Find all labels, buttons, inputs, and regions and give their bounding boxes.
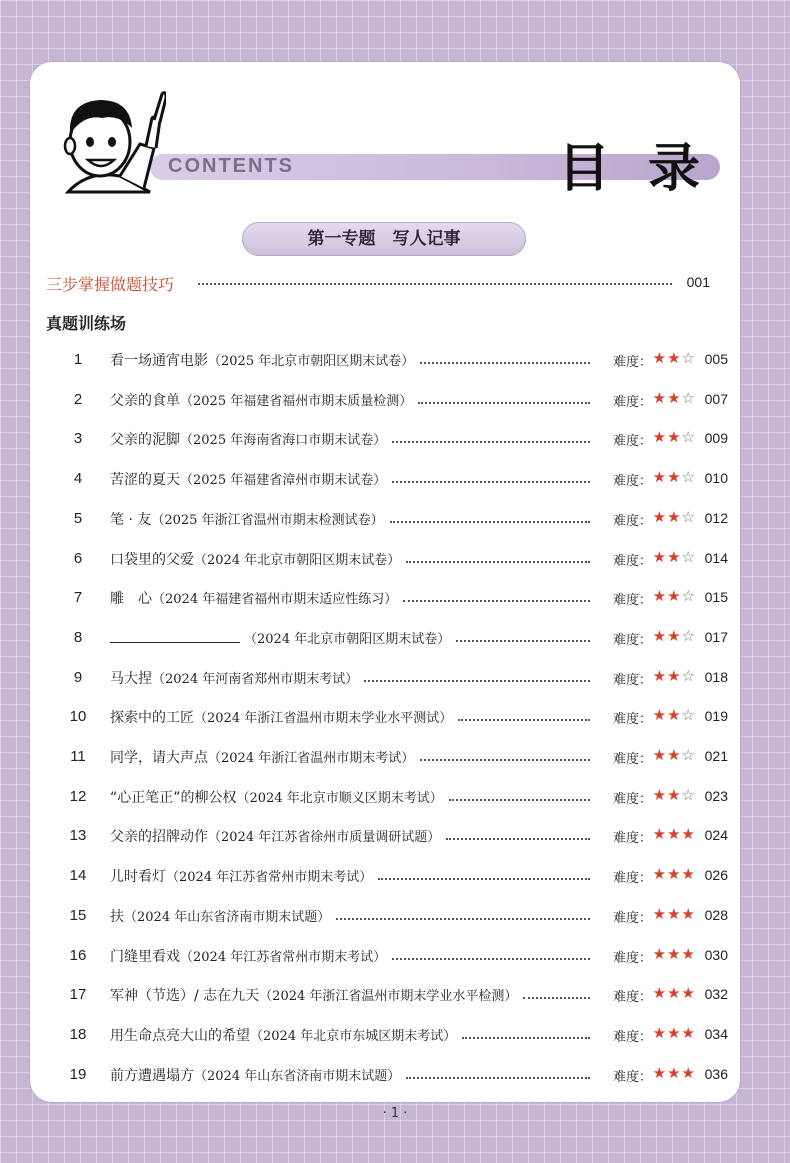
entry-title bbox=[110, 1025, 456, 1045]
skills-row[interactable] bbox=[30, 268, 740, 298]
star-filled-icon: ★ bbox=[667, 825, 682, 844]
toc-entry[interactable] bbox=[30, 742, 740, 772]
page-title: 目录 bbox=[558, 139, 739, 199]
entry-title bbox=[110, 826, 440, 846]
star-filled-icon: ★ bbox=[652, 666, 668, 685]
difficulty-label: 难度： bbox=[612, 355, 652, 370]
entry-title bbox=[110, 429, 386, 449]
difficulty-stars bbox=[653, 508, 696, 526]
star-filled-icon: ★ bbox=[667, 865, 682, 884]
entry-number: 17 bbox=[69, 986, 87, 1004]
entry-source: （2024 年浙江省温州市期末学业水平测试） bbox=[194, 711, 453, 727]
star-filled-icon: ★ bbox=[652, 1023, 668, 1042]
leader-dots bbox=[364, 680, 590, 682]
star-filled-icon: ★ bbox=[667, 507, 682, 526]
entry-number: 11 bbox=[70, 748, 86, 765]
difficulty-stars bbox=[653, 746, 696, 764]
entry-page: 007 bbox=[704, 390, 728, 407]
star-empty-icon: ☆ bbox=[681, 507, 696, 526]
difficulty-stars bbox=[653, 349, 696, 367]
page-number: · 1 · bbox=[382, 1106, 408, 1121]
difficulty-stars bbox=[653, 389, 696, 407]
difficulty-label: 难度： bbox=[612, 831, 652, 847]
star-filled-icon: ★ bbox=[667, 984, 682, 1003]
difficulty-label: 难度： bbox=[612, 910, 652, 926]
difficulty-label: 难度： bbox=[612, 513, 652, 529]
entry-title bbox=[110, 787, 443, 807]
toc-entry[interactable] bbox=[30, 504, 740, 534]
entry-title bbox=[110, 1065, 400, 1085]
leader-dots bbox=[446, 838, 590, 840]
toc-entry[interactable] bbox=[30, 901, 740, 931]
difficulty-label: 难度： bbox=[612, 474, 652, 490]
entry-title bbox=[110, 588, 397, 608]
difficulty-stars bbox=[653, 468, 696, 486]
toc-entry[interactable] bbox=[30, 861, 740, 891]
entry-title-text: 马大捏 bbox=[110, 670, 152, 687]
difficulty-label: 难度： bbox=[612, 672, 652, 688]
star-filled-icon: ★ bbox=[652, 587, 668, 606]
star-filled-icon: ★ bbox=[681, 984, 696, 1003]
difficulty-stars bbox=[653, 627, 696, 645]
entry-source: （2024 年江苏省常州市期末考试） bbox=[180, 949, 387, 965]
entry-title-text: 扶 bbox=[110, 908, 124, 925]
entry-number: 16 bbox=[69, 946, 87, 964]
entry-source: （2024 年福建省福州市期末适应性练习） bbox=[152, 592, 398, 608]
difficulty-stars bbox=[653, 905, 696, 923]
difficulty-stars bbox=[653, 706, 696, 724]
entry-source: （2024 年北京市东城区期末考试） bbox=[250, 1028, 457, 1044]
entry-title-text: 雕 心 bbox=[110, 591, 152, 608]
difficulty-label: 难度： bbox=[612, 871, 652, 887]
star-filled-icon: ★ bbox=[667, 388, 682, 407]
entry-page: 012 bbox=[704, 509, 728, 526]
star-filled-icon: ★ bbox=[681, 1063, 696, 1082]
star-empty-icon: ☆ bbox=[681, 388, 696, 407]
toc-entry[interactable] bbox=[30, 941, 740, 971]
toc-entry[interactable] bbox=[30, 821, 740, 851]
leader-dots bbox=[392, 481, 590, 483]
star-empty-icon: ☆ bbox=[681, 428, 696, 447]
star-filled-icon: ★ bbox=[667, 468, 682, 487]
toc-entry[interactable] bbox=[30, 702, 740, 732]
star-empty-icon: ☆ bbox=[681, 706, 696, 725]
star-filled-icon: ★ bbox=[667, 1023, 682, 1042]
star-empty-icon: ☆ bbox=[681, 468, 696, 487]
difficulty-stars bbox=[653, 786, 696, 804]
entry-page: 018 bbox=[704, 668, 728, 685]
difficulty-stars bbox=[653, 945, 696, 963]
entry-title-text: 前方遭遇塌方 bbox=[110, 1067, 194, 1084]
entry-number: 6 bbox=[73, 549, 83, 567]
difficulty-stars bbox=[653, 548, 696, 566]
blank-title-line bbox=[110, 628, 240, 643]
toc-entry[interactable] bbox=[30, 385, 740, 415]
entry-title bbox=[110, 390, 412, 410]
star-filled-icon: ★ bbox=[652, 428, 668, 447]
entry-number: 12 bbox=[69, 787, 87, 805]
entry-page: 036 bbox=[704, 1065, 728, 1082]
entry-title bbox=[110, 628, 450, 647]
entry-source: （2025 年海南省海口市期末试卷） bbox=[180, 433, 387, 449]
star-filled-icon: ★ bbox=[652, 706, 668, 725]
difficulty-stars bbox=[653, 587, 696, 605]
entry-title-text: 看一场通宵电影 bbox=[110, 353, 208, 369]
entry-number: 10 bbox=[69, 708, 87, 726]
header bbox=[30, 62, 740, 202]
star-filled-icon: ★ bbox=[681, 904, 696, 923]
star-filled-icon: ★ bbox=[667, 626, 682, 645]
toc-entry[interactable] bbox=[30, 980, 740, 1010]
entry-source: （2025 年福建省福州市期末质量检测） bbox=[180, 393, 413, 409]
difficulty-stars bbox=[653, 1064, 696, 1082]
difficulty-label: 难度： bbox=[612, 1029, 652, 1045]
star-filled-icon: ★ bbox=[667, 587, 682, 606]
entry-title-text: 同学，请大声点 bbox=[110, 750, 208, 766]
training-heading: 真题训练场 bbox=[46, 314, 127, 333]
entry-number: 18 bbox=[69, 1025, 87, 1043]
star-filled-icon: ★ bbox=[652, 626, 668, 645]
toc-entry[interactable] bbox=[30, 623, 740, 653]
entry-page: 034 bbox=[704, 1025, 728, 1042]
entry-title bbox=[110, 985, 517, 1005]
entry-title-text: “心正笔正”的柳公权 bbox=[110, 789, 237, 806]
contents-label: CONTENTS bbox=[168, 155, 294, 177]
entry-title-text: 儿时看灯 bbox=[110, 869, 166, 886]
star-filled-icon: ★ bbox=[667, 1063, 682, 1082]
difficulty-label: 难度： bbox=[612, 712, 652, 728]
entry-source: （2024 年山东省济南市期末试题） bbox=[194, 1068, 401, 1084]
entry-number: 5 bbox=[73, 509, 83, 527]
entry-title-text: 用生命点亮大山的希望 bbox=[110, 1027, 250, 1044]
entry-title bbox=[110, 469, 386, 489]
leader-dots bbox=[462, 1037, 590, 1039]
difficulty-label: 难度： bbox=[612, 553, 652, 569]
toc-entry[interactable] bbox=[30, 663, 740, 693]
star-empty-icon: ☆ bbox=[681, 349, 696, 367]
difficulty-label: 难度： bbox=[612, 950, 652, 966]
entry-title bbox=[110, 906, 330, 926]
star-filled-icon: ★ bbox=[667, 428, 682, 447]
difficulty-stars bbox=[653, 1024, 696, 1042]
entry-source: （2024 年江苏省徐州市质量调研试题） bbox=[208, 830, 441, 846]
difficulty-label: 难度： bbox=[612, 632, 652, 648]
star-filled-icon: ★ bbox=[652, 746, 668, 764]
entry-number: 13 bbox=[69, 827, 87, 845]
star-filled-icon: ★ bbox=[667, 785, 682, 804]
entry-title-text: 探索中的工匠 bbox=[110, 710, 194, 727]
star-empty-icon: ☆ bbox=[681, 746, 696, 764]
leader-dots bbox=[523, 997, 590, 999]
entry-page: 023 bbox=[704, 787, 728, 804]
entry-source: （2024 年北京市朝阳区期末试卷） bbox=[194, 552, 401, 568]
entry-title bbox=[110, 668, 358, 688]
toc-entry[interactable] bbox=[30, 1060, 740, 1090]
contents-card bbox=[30, 62, 740, 1102]
entry-page: 028 bbox=[704, 906, 728, 923]
star-filled-icon: ★ bbox=[652, 349, 668, 367]
difficulty-label: 难度： bbox=[612, 752, 652, 767]
toc-entry[interactable] bbox=[30, 464, 740, 494]
entry-source: （2025 年浙江省温州市期末检测试卷） bbox=[151, 512, 384, 528]
section-title: 第一专题 写人记事 bbox=[242, 222, 526, 256]
leader-dots bbox=[420, 759, 590, 761]
leader-dots bbox=[403, 600, 590, 602]
star-filled-icon: ★ bbox=[652, 904, 668, 923]
entry-number: 3 bbox=[73, 430, 83, 448]
entry-page: 005 bbox=[704, 351, 728, 367]
star-filled-icon: ★ bbox=[652, 468, 668, 487]
entry-number: 1 bbox=[73, 351, 83, 368]
star-filled-icon: ★ bbox=[667, 746, 682, 764]
star-filled-icon: ★ bbox=[667, 547, 682, 566]
entry-number: 19 bbox=[69, 1065, 87, 1083]
entry-page: 015 bbox=[704, 589, 728, 606]
star-filled-icon: ★ bbox=[681, 865, 696, 884]
entry-number: 15 bbox=[69, 906, 87, 924]
star-filled-icon: ★ bbox=[652, 785, 668, 804]
difficulty-stars bbox=[653, 667, 696, 685]
star-filled-icon: ★ bbox=[652, 388, 668, 407]
leader-dots bbox=[458, 719, 590, 721]
entry-source: （2024 年北京市朝阳区期末试卷） bbox=[244, 631, 451, 647]
toc-entry[interactable] bbox=[30, 544, 740, 574]
difficulty-label: 难度： bbox=[612, 990, 652, 1006]
star-empty-icon: ☆ bbox=[681, 785, 696, 804]
star-filled-icon: ★ bbox=[652, 507, 668, 526]
star-filled-icon: ★ bbox=[681, 1023, 696, 1042]
leader-dots bbox=[390, 521, 590, 523]
star-empty-icon: ☆ bbox=[681, 626, 696, 645]
star-empty-icon: ☆ bbox=[681, 666, 696, 685]
entry-title-text: 父亲的招牌动作 bbox=[110, 829, 208, 846]
entry-title-text: 口袋里的父爱 bbox=[110, 551, 194, 568]
difficulty-stars bbox=[653, 984, 696, 1002]
entry-title-text: 父亲的泥脚 bbox=[110, 432, 180, 449]
entry-source: （2024 年北京市顺义区期末考试） bbox=[236, 790, 443, 806]
leader-dots bbox=[378, 878, 590, 880]
entry-title bbox=[110, 866, 372, 886]
toc-entry[interactable] bbox=[30, 345, 740, 375]
star-filled-icon: ★ bbox=[667, 666, 682, 685]
entry-page: 009 bbox=[704, 430, 728, 447]
entry-number: 9 bbox=[73, 668, 83, 686]
star-filled-icon: ★ bbox=[652, 825, 668, 844]
entry-title bbox=[110, 707, 452, 727]
entry-page: 014 bbox=[704, 549, 728, 566]
leader-dots bbox=[418, 402, 590, 404]
entry-title-text: 父亲的食单 bbox=[110, 392, 180, 409]
entry-page: 032 bbox=[704, 986, 728, 1003]
entry-source: （2024 年山东省济南市期末试题） bbox=[124, 909, 331, 925]
entry-source: （2024 年浙江省温州市期末考试） bbox=[208, 751, 415, 766]
leader-dots bbox=[406, 561, 590, 563]
entry-source: （2024 年河南省郑州市期末考试） bbox=[152, 671, 359, 687]
entry-source: （2024 年浙江省温州市期末学业水平检测） bbox=[259, 989, 518, 1005]
star-empty-icon: ☆ bbox=[681, 587, 696, 606]
entry-source: （2025 年福建省漳州市期末试卷） bbox=[180, 473, 387, 489]
difficulty-label: 难度： bbox=[612, 434, 652, 450]
entry-title bbox=[110, 946, 386, 966]
difficulty-label: 难度： bbox=[612, 394, 652, 410]
entry-title bbox=[110, 509, 384, 529]
star-filled-icon: ★ bbox=[667, 904, 682, 923]
leader-dots bbox=[449, 799, 590, 801]
difficulty-label: 难度： bbox=[612, 1069, 652, 1085]
entry-page: 017 bbox=[704, 628, 728, 645]
entry-number: 2 bbox=[73, 390, 83, 408]
skills-label: 三步掌握做题技巧 bbox=[46, 275, 175, 294]
entry-source: （2025 年北京市朝阳区期末试卷） bbox=[208, 354, 415, 369]
leader-dots bbox=[406, 1077, 590, 1079]
entry-page: 021 bbox=[704, 748, 728, 764]
difficulty-label: 难度： bbox=[612, 791, 652, 807]
toc-entry[interactable] bbox=[30, 782, 740, 812]
star-empty-icon: ☆ bbox=[681, 547, 696, 566]
leader-dots bbox=[198, 283, 672, 285]
difficulty-label: 难度： bbox=[612, 593, 652, 609]
entry-title bbox=[110, 350, 414, 370]
star-filled-icon: ★ bbox=[681, 825, 696, 844]
entry-number: 8 bbox=[73, 628, 83, 646]
entry-title-text: 军神（节选）/ 志在九天 bbox=[110, 988, 260, 1005]
entry-title-text: 苦涩的夏天 bbox=[110, 472, 180, 489]
star-filled-icon: ★ bbox=[652, 1063, 668, 1082]
difficulty-stars bbox=[653, 865, 696, 883]
entry-page: 030 bbox=[704, 946, 728, 963]
star-filled-icon: ★ bbox=[667, 944, 682, 963]
entry-source: （2024 年江苏省常州市期末考试） bbox=[166, 870, 373, 886]
entry-page: 019 bbox=[704, 708, 728, 725]
skills-page: 001 bbox=[686, 274, 710, 290]
entry-title bbox=[110, 549, 400, 569]
entry-title bbox=[110, 747, 414, 767]
entry-number: 7 bbox=[73, 589, 83, 607]
star-filled-icon: ★ bbox=[652, 944, 668, 963]
leader-dots bbox=[392, 958, 590, 960]
star-filled-icon: ★ bbox=[652, 984, 668, 1003]
toc-entry[interactable] bbox=[30, 583, 740, 613]
mascot-boy-icon bbox=[58, 84, 166, 196]
leader-dots bbox=[392, 441, 590, 443]
difficulty-stars bbox=[653, 825, 696, 843]
entry-page: 024 bbox=[704, 827, 728, 844]
entry-number: 4 bbox=[73, 470, 83, 488]
entry-title-text: 门缝里看戏 bbox=[110, 948, 180, 965]
toc-entry[interactable] bbox=[30, 1020, 740, 1050]
star-filled-icon: ★ bbox=[681, 944, 696, 963]
entry-page: 010 bbox=[704, 470, 728, 487]
star-filled-icon: ★ bbox=[652, 547, 668, 566]
leader-dots bbox=[420, 362, 590, 364]
toc-entry[interactable] bbox=[30, 424, 740, 454]
star-filled-icon: ★ bbox=[652, 865, 668, 884]
star-filled-icon: ★ bbox=[667, 706, 682, 725]
entry-number: 14 bbox=[69, 867, 87, 885]
star-filled-icon: ★ bbox=[667, 349, 682, 367]
leader-dots bbox=[456, 640, 590, 642]
entry-title-text: 笔 · 友 bbox=[110, 511, 152, 528]
difficulty-stars bbox=[653, 428, 696, 446]
entry-page: 026 bbox=[704, 867, 728, 884]
leader-dots bbox=[336, 918, 590, 920]
